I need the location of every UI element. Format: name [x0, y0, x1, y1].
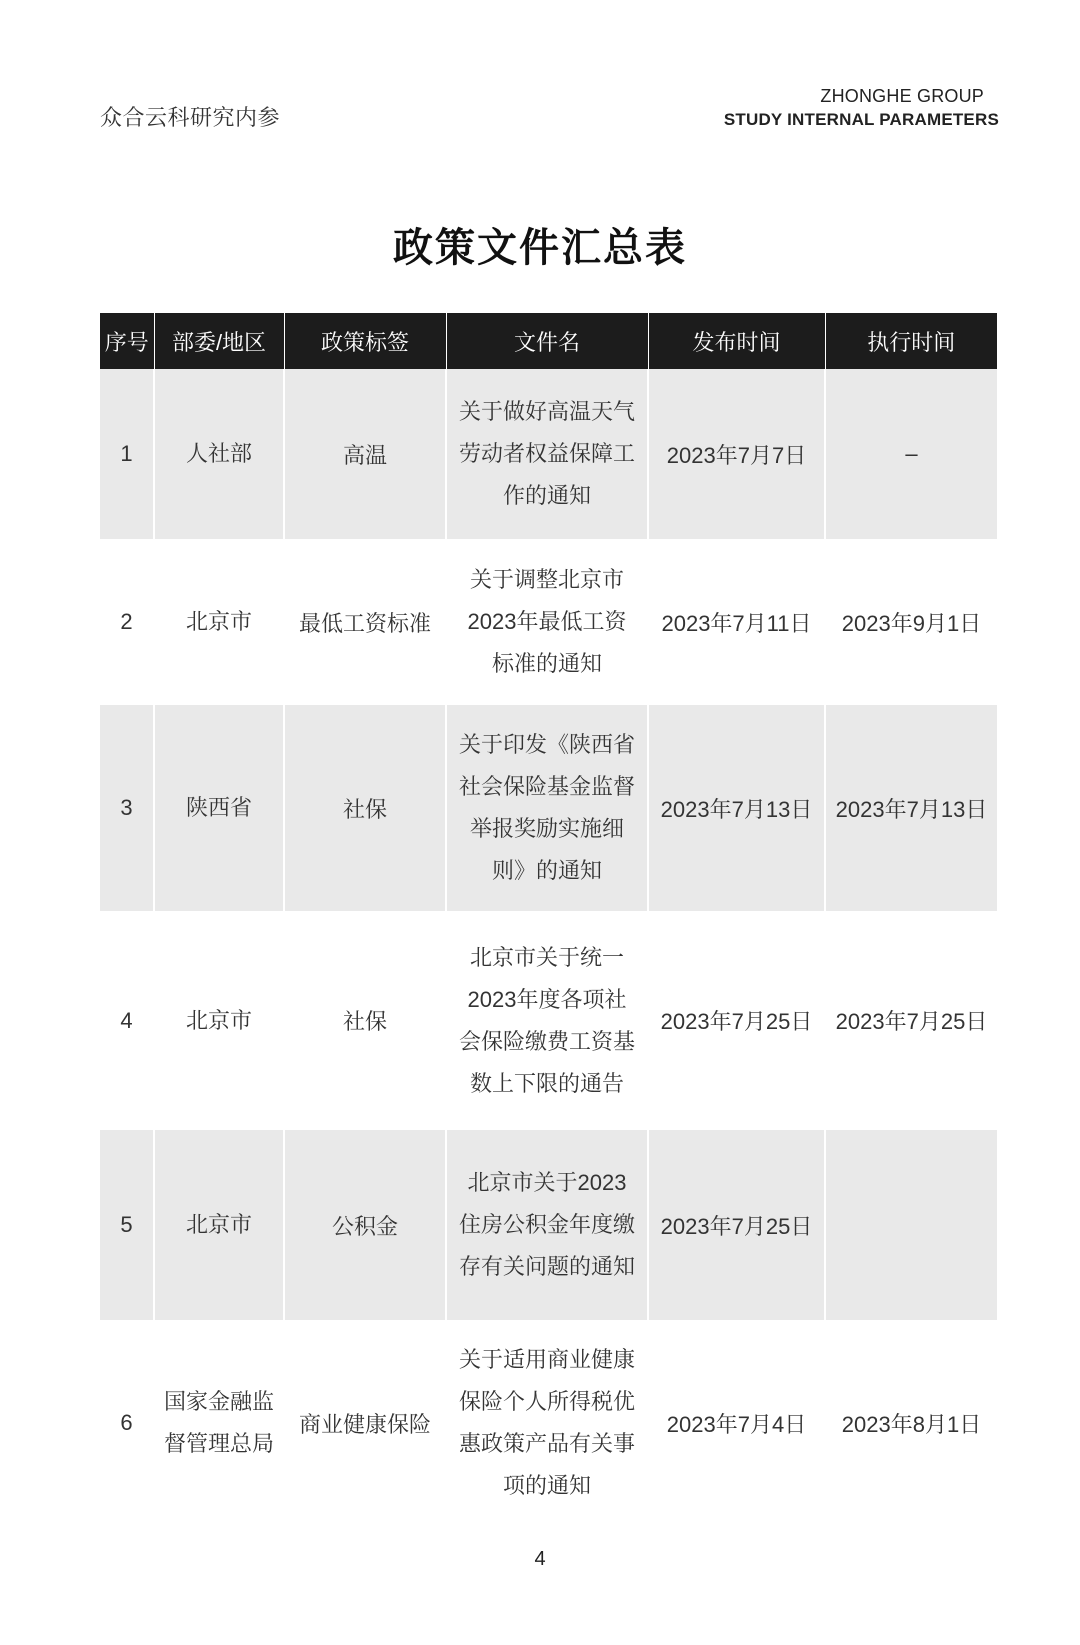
- file-line: 存有关问题的通知: [458, 1254, 635, 1279]
- cell-dept: [154, 1320, 284, 1526]
- file-line: 举报奖励实施细: [469, 816, 624, 841]
- file-line: 2023年最低工资: [467, 609, 627, 634]
- table-body: [100, 369, 997, 1526]
- cell-tag: 最低工资标准: [284, 539, 446, 705]
- cell-file: [446, 911, 648, 1130]
- file-line: 2023年度各项社: [467, 986, 627, 1012]
- cell-effective: –: [825, 369, 997, 539]
- file-line: 关于适用商业健康: [458, 1347, 635, 1372]
- cell-file: [446, 705, 648, 911]
- cell-dept: [154, 539, 284, 705]
- cell-dept: [154, 705, 284, 911]
- table-row: [100, 911, 997, 1130]
- file-line: 劳动者权益保障工: [458, 441, 635, 466]
- cell-no: 3: [100, 705, 154, 911]
- cell-tag: 商业健康保险: [284, 1320, 446, 1526]
- dept-line: 北京市: [185, 1212, 252, 1237]
- group-name: ZHONGHE GROUP: [820, 86, 984, 106]
- table-header-row: [100, 313, 997, 369]
- cell-no: 2: [100, 539, 154, 705]
- table-row: [100, 1130, 997, 1320]
- dept-line: 北京市: [185, 1007, 252, 1033]
- cell-no: 1: [100, 369, 154, 539]
- cell-file: [446, 369, 648, 539]
- cell-effective: 2023年7月13日: [825, 705, 997, 911]
- file-line: 惠政策产品有关事: [458, 1431, 635, 1456]
- column-header-published: 发布时间: [648, 313, 825, 369]
- table-row: [100, 539, 997, 705]
- file-line: 数上下限的通告: [469, 1070, 624, 1096]
- cell-published: 2023年7月7日: [648, 369, 825, 539]
- file-line: 则》的通知: [491, 858, 602, 883]
- cell-dept: [154, 1130, 284, 1320]
- dept-line: 国家金融监: [163, 1389, 274, 1414]
- column-header-tag: 政策标签: [284, 313, 446, 369]
- table-row: [100, 1320, 997, 1526]
- cell-effective: [825, 1130, 997, 1320]
- group-subtitle: STUDY INTERNAL PARAMETERS: [723, 110, 999, 129]
- column-header-file: 文件名: [446, 313, 648, 369]
- dept-line: 北京市: [185, 609, 252, 634]
- table-row: [100, 705, 997, 911]
- dept-line: 督管理总局: [163, 1431, 274, 1456]
- file-line: 作的通知: [502, 483, 591, 508]
- cell-tag: 社保: [284, 911, 446, 1130]
- cell-file: [446, 1320, 648, 1526]
- cell-published: 2023年7月25日: [648, 911, 825, 1130]
- cell-tag: 公积金: [284, 1130, 446, 1320]
- publication-name: 众合云科研究内参: [100, 105, 281, 130]
- column-header-effective: 执行时间: [825, 313, 997, 369]
- file-line: 住房公积金年度缴: [458, 1212, 635, 1237]
- cell-dept: [154, 369, 284, 539]
- cell-dept: [154, 911, 284, 1130]
- file-line: 关于调整北京市: [469, 567, 624, 592]
- table-row: [100, 369, 997, 539]
- cell-tag: 高温: [284, 369, 446, 539]
- page-title: 政策文件汇总表: [393, 226, 687, 270]
- cell-effective: 2023年9月1日: [841, 610, 982, 636]
- file-line: 保险个人所得税优: [458, 1389, 635, 1414]
- cell-effective: 2023年7月25日: [835, 1009, 988, 1034]
- column-header-dept: 部委/地区: [154, 313, 284, 369]
- column-header-no: 序号: [100, 313, 154, 369]
- policy-summary-table: [100, 313, 997, 1526]
- page-number: 4: [534, 1548, 546, 1570]
- cell-no: 4: [100, 911, 154, 1130]
- file-line: 关于做好高温天气: [458, 399, 635, 424]
- cell-file: [446, 1130, 648, 1320]
- file-line: 会保险缴费工资基: [458, 1028, 635, 1054]
- dept-line: 陕西省: [185, 795, 252, 820]
- table-header: [100, 313, 997, 369]
- file-line: 北京市关于2023: [467, 1170, 627, 1195]
- file-line: 北京市关于统一: [469, 944, 624, 970]
- cell-published: 2023年7月13日: [648, 705, 825, 911]
- cell-published: 2023年7月25日: [648, 1130, 825, 1320]
- cell-published: 2023年7月11日: [648, 539, 825, 705]
- cell-published: 2023年7月4日: [648, 1320, 825, 1526]
- cell-effective: 2023年8月1日: [841, 1411, 982, 1437]
- cell-no: 5: [100, 1130, 154, 1320]
- file-line: 社会保险基金监督: [458, 774, 635, 799]
- file-line: 项的通知: [502, 1473, 591, 1498]
- cell-file: [446, 539, 648, 705]
- file-line: 标准的通知: [491, 651, 602, 676]
- file-line: 关于印发《陕西省: [458, 732, 635, 757]
- dept-line: 人社部: [185, 441, 252, 466]
- cell-no: 6: [100, 1320, 154, 1526]
- cell-tag: 社保: [284, 705, 446, 911]
